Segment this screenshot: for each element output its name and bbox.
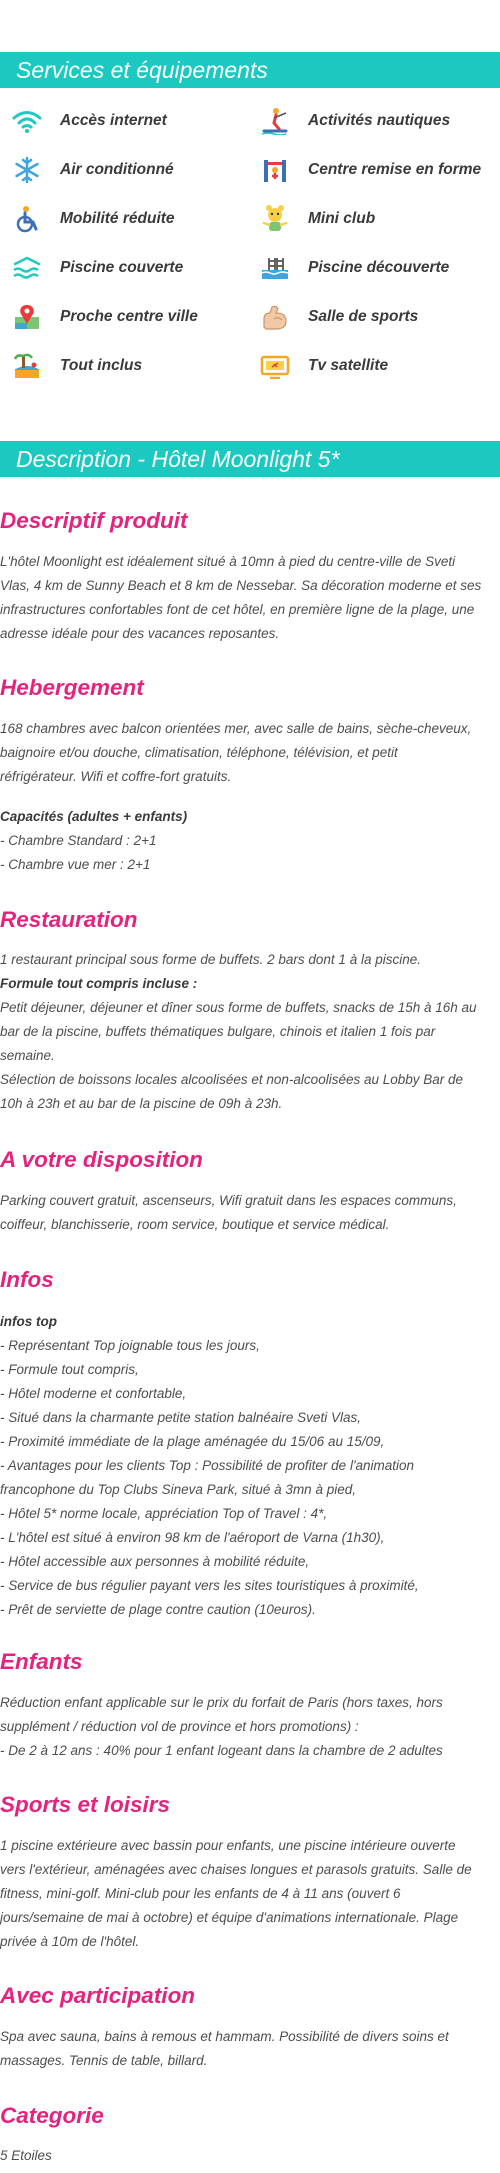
descriptif-heading: Descriptif produit: [0, 508, 188, 533]
restauration-heading: Restauration: [0, 907, 138, 932]
indoor-pool-icon: [10, 253, 44, 283]
service-label: Proche centre ville: [60, 308, 198, 325]
outdoor-pool-icon: [258, 253, 292, 283]
service-label: Centre remise en forme: [308, 161, 482, 178]
service-fitness-center: [258, 155, 481, 185]
wifi-icon: [10, 106, 44, 136]
service-outdoor-pool: [258, 253, 449, 283]
muscle-arm-icon: [258, 302, 292, 332]
participation-heading: Avec participation: [0, 1983, 196, 2008]
service-gym: [258, 302, 418, 332]
service-air-conditioning: [10, 155, 174, 185]
service-label: Mobilité réduite: [60, 210, 175, 227]
capacites-text: Capacités (adultes + enfants) - Chambre Standard : 2+1 - Chambre vue mer : 2+1: [0, 809, 188, 872]
sports-text: 1 piscine extérieure avec bassin pour enfants, une piscine intérieure ouverte vers l'extérieur, aménagées avec chaises longues et parasols gratuits. Salle de fitness, mini-golf. Mini-club pour les enfants de 4 à 11 ans (ouvert 6 jours/semaine de mai à octobre) et équipe d'animations internationale. Plage privée à 10m de l'hôtel.: [0, 1838, 472, 1949]
service-label: Air conditionné: [60, 161, 174, 178]
sports-heading: Sports et loisirs: [0, 1792, 171, 1817]
service-all-inclusive: [10, 351, 142, 381]
service-label: Accès internet: [60, 112, 167, 129]
service-water-activities: [258, 106, 450, 136]
service-label: Piscine couverte: [60, 259, 184, 276]
service-internet: [10, 106, 167, 136]
all-inclusive-icon: [10, 351, 44, 381]
categorie-heading: Categorie: [0, 2103, 104, 2128]
infos-heading: Infos: [0, 1267, 54, 1292]
tv-icon: [258, 351, 292, 381]
service-label: Piscine découverte: [308, 259, 450, 276]
service-mini-club: [258, 204, 375, 234]
service-label: Mini club: [308, 210, 376, 227]
disposition-heading: A votre disposition: [0, 1147, 203, 1172]
enfants-text: Réduction enfant applicable sur le prix du forfait de Paris (hors taxes, hors supplément / réduction vol de province et hors promotions) : - De 2 à 12 ans : 40% pour 1 enfant logeant dans la chambre de 2 adultes: [0, 1695, 443, 1758]
disposition-text: Parking couvert gratuit, ascenseurs, Wifi gratuit dans les espaces communs, coiffeur, blanchisserie, room service, boutique et service médical.: [0, 1193, 457, 1232]
fitness-icon: [258, 155, 292, 185]
water-ski-icon: [258, 106, 292, 136]
service-label: Tout inclus: [60, 357, 143, 374]
participation-text: Spa avec sauna, bains à remous et hammam. Possibilité de divers soins et massages. Tennis de table, billard.: [0, 2029, 449, 2068]
descriptif-text: L'hôtel Moonlight est idéalement situé à 10mn à pied du centre-ville de Sveti Vlas, 4 km de Sunny Beach et 8 km de Nessebar. Sa décoration moderne et ses infrastructures confortables font de cet hôtel, en première ligne de la plage, une adresse idéale pour des vacances reposantes.: [0, 554, 482, 641]
service-satellite-tv: [258, 351, 388, 381]
categorie-value: 5 Etoiles: [0, 2148, 52, 2163]
restauration-text: 1 restaurant principal sous forme de buffets. 2 bars dont 1 à la piscine. Formule tout compris incluse : Petit déjeuner, déjeuner et dîner sous forme de buffets, snacks de 15h à 16h au bar de la piscine, buffets thématiques bulgare, chinois et italien 1 fois par semaine. Sélection de boissons locales alcoolisées et non-alcoolisées au Lobby Bar de 10h à 23h et au bar de la piscine de 09h à 23h.: [0, 952, 477, 1111]
service-indoor-pool: [10, 253, 183, 283]
description-title: Description - Hôtel Moonlight 5*: [0, 441, 500, 477]
hebergement-text: 168 chambres avec balcon orientées mer, avec salle de bains, sèche-cheveux, baignoire et/ou douche, climatisation, téléphone, télévision, et petit réfrigérateur. Wifi et coffre-fort gratuits.: [0, 721, 472, 784]
services-title: Services et équipements: [0, 52, 500, 88]
infos-text: infos top - Représentant Top joignable tous les jours, - Formule tout compris, - Hôtel moderne et confortable, - Situé dans la charmante petite station balnéaire Sveti Vlas, - Proximité immédiate de la plage aménagée du 15/06 au 15/09, - Avantages pour les clients Top : Possibilité de profiter de l'animation francophone du Top Clubs Sineva Park, situé à 3mn à pied, - Hôtel 5* norme locale, appréciation Top of Travel : 4*, - L'hôtel est situé à environ 98 km de l'aéroport de Varna (1h30), - Hôtel accessible aux personnes à mobilité réduite, - Service de bus régulier payant vers les sites touristiques à proximité, - Prêt de serviette de plage contre caution (10euros).: [0, 1314, 419, 1617]
mini-club-icon: [258, 204, 292, 234]
service-city-center: [10, 302, 198, 332]
wheelchair-icon: [10, 204, 44, 234]
map-pin-icon: [10, 302, 44, 332]
enfants-heading: Enfants: [0, 1649, 83, 1674]
service-label: Tv satellite: [308, 357, 389, 374]
service-reduced-mobility: [10, 204, 175, 234]
service-label: Activités nautiques: [308, 112, 451, 129]
service-label: Salle de sports: [308, 308, 419, 325]
snowflake-icon: [10, 155, 44, 185]
hebergement-heading: Hebergement: [0, 675, 144, 700]
